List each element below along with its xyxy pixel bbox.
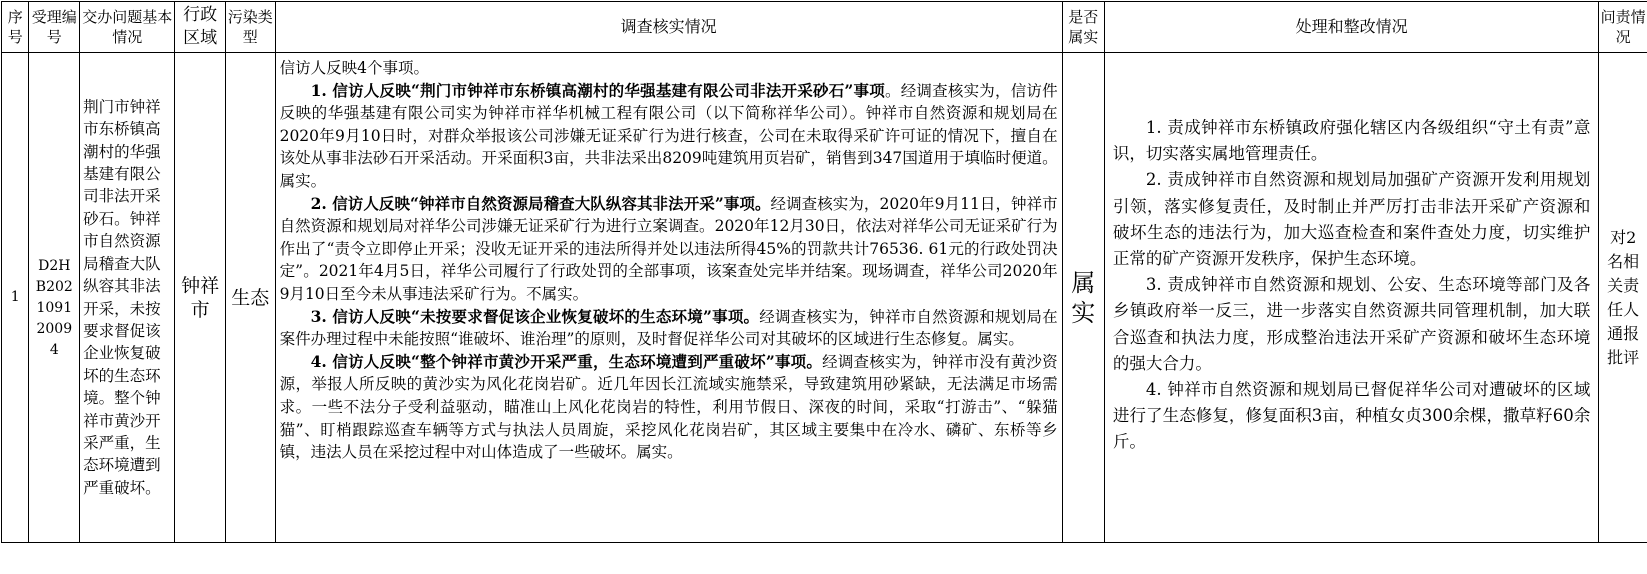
header-handling: 处理和整改情况: [1104, 2, 1598, 53]
cell-verified: 属实: [1062, 53, 1104, 543]
investigation-item-1-title: 1. 信访人反映“荆门市钟祥市东桥镇高潮村的华强基建有限公司非法开采砂石”事项: [310, 80, 885, 100]
cell-handling: [1104, 53, 1598, 543]
header-investigation: 调查核实情况: [275, 2, 1062, 53]
header-row: [2, 2, 1647, 53]
header-region: 行政区域: [175, 2, 226, 53]
petition-table: [1, 1, 1647, 543]
cell-region: 钟祥市: [175, 53, 226, 543]
investigation-item-2-title: 2. 信访人反映“钟祥市自然资源局稽查大队纵容其非法开采”事项。: [310, 193, 771, 213]
header-accountability: 问责情况: [1599, 2, 1647, 53]
cell-case-no: [29, 53, 80, 543]
investigation-item-4-title: 4. 信访人反映“整个钟祥市黄沙开采严重，生态环境遭到严重破坏”事项。: [310, 351, 823, 371]
cell-issue: 荆门市钟祥市东桥镇高潮村的华强基建有限公司非法开采砂石。钟祥市自然资源局稽查大队纵容其非法开采，未按要求督促该企业恢复破坏的生态环境。整个钟祥市黄沙开采严重，生态环境遭到严重破坏。: [80, 53, 175, 543]
header-verified: 是否属实: [1062, 2, 1104, 53]
investigation-item-2: [280, 193, 1058, 306]
investigation-item-1-body: 。经调查核实为，信访件反映的华强基建有限公司实为钟祥市祥华机械工程有限公司（以下简称祥华公司）。钟祥市自然资源和规划局在2020年9月10日时，对群众举报该公司涉嫌无证采矿行为进行核查，公司在未取得采矿许可证的情况下，擅自在该处从事非法砂石开采活动。开采面积3亩，共非法采出8209吨建筑用页岩矿，销售到347国道用于填临时便道。属实。: [279, 81, 1058, 190]
table-row: [2, 53, 1647, 543]
handling-item-3: 3. 责成钟祥市自然资源和规划、公安、生态环境等部门及各乡镇政府举一反三，进一步落实自然资源共同管理机制，加大联合巡查和执法力度，形成整治违法开采矿产资源和破坏生态环境的强大合力。: [1112, 275, 1591, 373]
header-pollution: 污染类型: [225, 2, 275, 53]
header-issue: 交办问题基本情况: [80, 2, 175, 53]
investigation-intro: 信访人反映4个事项。: [279, 59, 429, 77]
handling-item-4: 4. 钟祥市自然资源和规划局已督促祥华公司对遭破坏的区域进行了生态修复，修复面积3亩，种植女贞300余棵，撒草籽60余斤。: [1112, 380, 1591, 452]
investigation-item-3-title: 3. 信访人反映“未按要求督促该企业恢复破坏的生态环境”事项。: [310, 306, 760, 326]
handling-item-2: 2. 责成钟祥市自然资源和规划局加强矿产资源开发利用规划引领，落实修复责任，及时制止并严厉打击非法开采矿产资源和破坏生态的违法行为，加大巡查检查和案件查处力度，切实维护正常的矿产资源开发秩序，保护生态环境。: [1112, 170, 1591, 269]
header-case-no: 受理编号: [29, 2, 80, 53]
cell-seq: 1: [2, 53, 29, 543]
investigation-item-3: [280, 306, 1058, 351]
cell-investigation: [275, 53, 1062, 543]
investigation-item-1: [280, 80, 1058, 193]
case-number: D2H B202 1091 2009 4: [35, 257, 73, 358]
cell-accountability: 对2名相关责任人通报批评: [1599, 53, 1647, 543]
header-seq: 序号: [2, 2, 29, 53]
investigation-item-3-body: 经调查核实为，钟祥市自然资源和规划局在案件办理过程中未能按照“谁破坏、谁治理”的原则，及时督促祥华公司对其破坏的区域进行生态修复。属实。: [279, 307, 1058, 349]
investigation-item-2-body: 经调查核实为，2020年9月11日，钟祥市自然资源和规划局对祥华公司涉嫌无证采矿行为进行立案调查。2020年12月30日，依法对祥华公司无证采矿行为作出了“责令立即停止开采；没收无证开采的违法所得并处以违法所得45%的罚款共计76536. 61元的行政处罚决定”。2021年4月5日，祥华公司履行了行政处罚的全部事项，该案查处完毕并结案。现场调查，祥华公司2020年9月10日至今未从事违法采矿行为。不属实。: [279, 194, 1058, 303]
investigation-item-4-body: 经调查核实为，钟祥市没有黄沙资源，举报人所反映的黄沙实为风化花岗岩矿。近几年因长江流域实施禁采，导致建筑用砂紧缺，无法满足市场需求。一些不法分子受利益驱动，瞄准山上风化花岗岩的特性，利用节假日、深夜的时间，采取“打游击”、“躲猫猫”、盯梢跟踪巡查车辆等方式与执法人员周旋，采挖风化花岗岩矿，其区域主要集中在冷水、磷矿、东桥等乡镇，违法人员在采挖过程中对山体造成了一些破坏。属实。: [279, 352, 1058, 462]
cell-pollution: 生态: [225, 53, 275, 543]
investigation-item-4: [280, 351, 1058, 464]
handling-item-1: 1. 责成钟祥市东桥镇政府强化辖区内各级组织“守土有责”意识，切实落实属地管理责任。: [1112, 118, 1591, 164]
